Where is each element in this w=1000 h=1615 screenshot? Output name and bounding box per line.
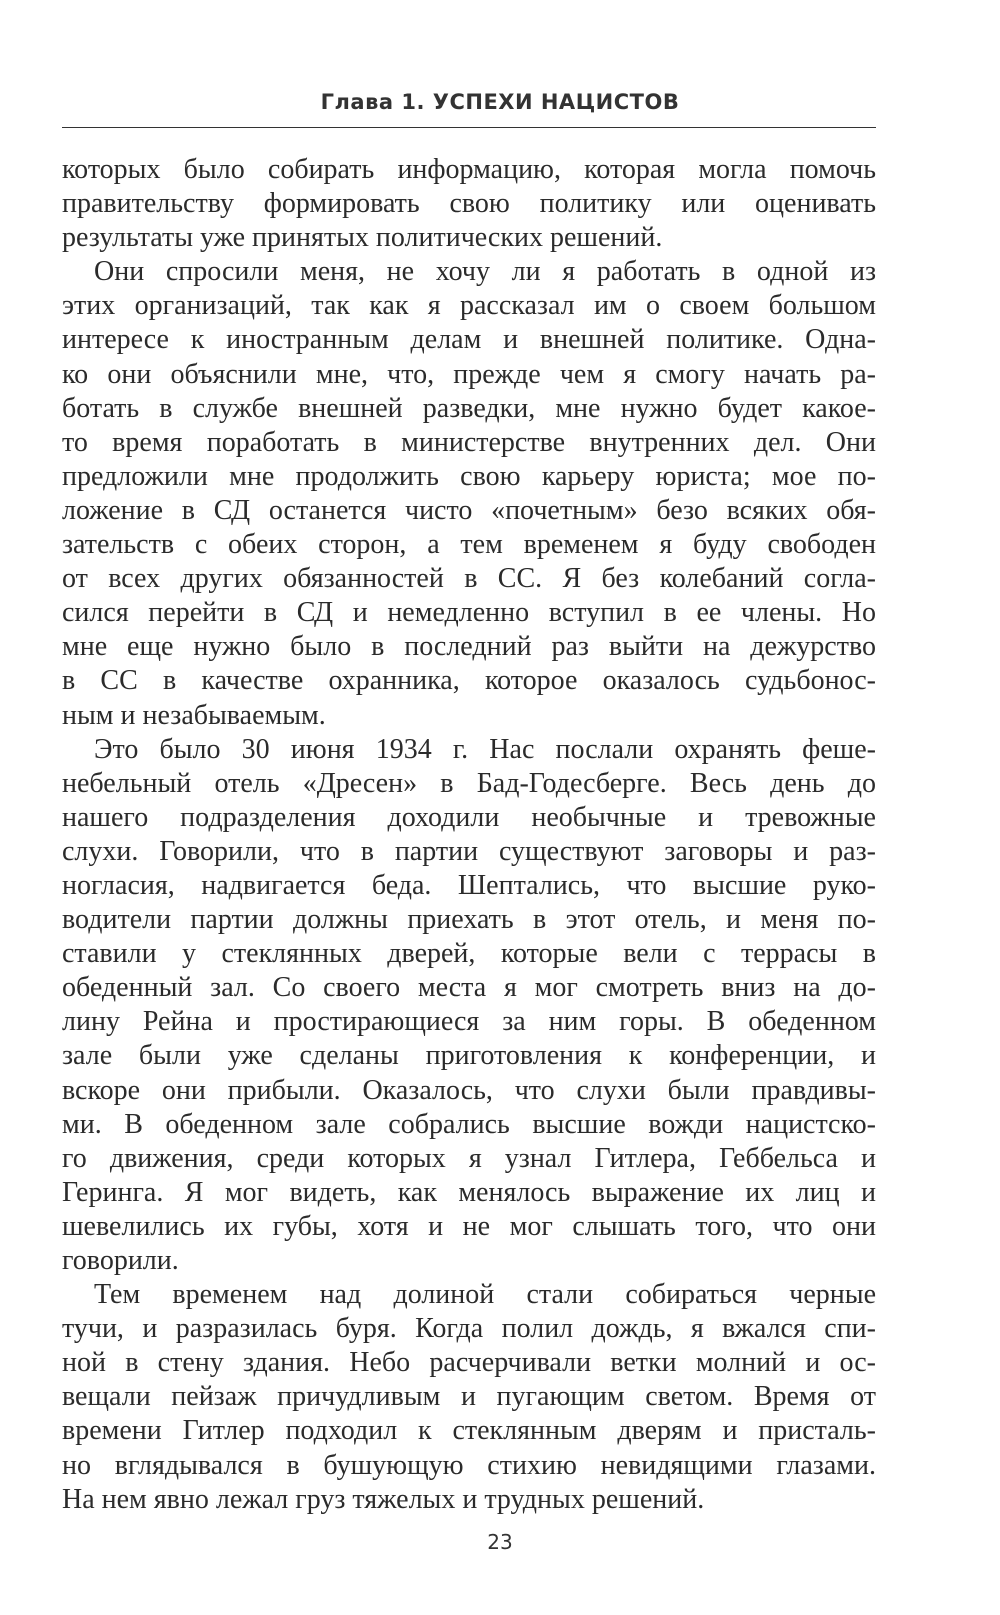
text-line: лину Рейна и простирающиеся за ним горы. В обеденном	[62, 1006, 876, 1038]
paragraph	[62, 733, 876, 1279]
text-line: ным и незабываемым.	[62, 699, 326, 731]
text-line: ко они объяснили мне, что, прежде чем я смогу начать ра-	[62, 358, 876, 390]
text-line: ботать в службе внешней разведки, мне нужно будет какое-	[62, 392, 876, 424]
text-line: зательств с обеих сторон, а тем временем я буду свободен	[62, 529, 876, 561]
text-line: этих организаций, так как я рассказал им о своем большом	[62, 290, 876, 322]
text-line: вещали пейзаж причудливым и пугающим светом. Время от	[62, 1381, 876, 1413]
text-line: зале были уже сделаны приготовления к конференции, и	[62, 1040, 876, 1072]
text-line: результаты уже принятых политических решений.	[62, 222, 663, 254]
text-line: вскоре они прибыли. Оказалось, что слухи были правдивы-	[62, 1074, 876, 1106]
text-line: тучи, и разразилась буря. Когда полил дождь, я вжался спи-	[62, 1313, 876, 1345]
text-line: ми. В обеденном зале собрались высшие вожди нацистско-	[62, 1108, 876, 1140]
text-line: ложение в СД останется чисто «почетным» безо всяких обя-	[62, 494, 876, 526]
text-line: предложили мне продолжить свою карьеру юриста; мое по-	[62, 460, 876, 492]
text-line: ной в стену здания. Небо расчерчивали ветки молний и ос-	[62, 1347, 876, 1379]
text-line: Геринга. Я мог видеть, как менялось выражение их лиц и	[62, 1176, 876, 1208]
paragraph	[62, 153, 876, 255]
text-line: небельный отель «Дресен» в Бад-Годесберге. Весь день до	[62, 767, 876, 799]
text-line: но вглядывался в бушующую стихию невидящими глазами.	[62, 1449, 876, 1481]
text-line: говорили.	[62, 1245, 179, 1276]
text-line: го движения, среди которых я узнал Гитлера, Геббельса и	[62, 1142, 876, 1174]
text-line: ногласия, надвигается беда. Шептались, что высшие руко-	[62, 869, 876, 901]
text-line: На нем явно лежал груз тяжелых и трудных решений.	[62, 1483, 705, 1515]
text-line: от всех других обязанностей в СС. Я без колебаний согла-	[62, 563, 876, 595]
running-header: Глава 1. УСПЕХИ НАЦИСТОВ	[320, 90, 680, 114]
paragraph	[62, 255, 876, 732]
text-line: шевелились их губы, хотя и не мог слышать того, что они	[62, 1210, 876, 1242]
header-rule	[62, 127, 876, 128]
text-line: времени Гитлер подходил к стеклянным дверям и присталь-	[62, 1415, 876, 1447]
text-line: слухи. Говорили, что в партии существуют заговоры и раз-	[62, 835, 876, 867]
text-line: Тем временем над долиной стали собираться черные	[94, 1279, 876, 1311]
text-line: правительству формировать свою политику или оценивать	[62, 188, 876, 220]
text-line: нашего подразделения доходили необычные и тревожные	[62, 801, 876, 833]
text-line: обеденный зал. Со своего места я мог смотреть вниз на до-	[62, 972, 876, 1004]
text-line: водители партии должны приехать в этот отель, и меня по-	[62, 904, 876, 936]
text-line: которых было собирать информацию, которая могла помочь	[62, 154, 876, 185]
text-line: в СС в качестве охранника, которое оказалось судьбонос-	[62, 665, 876, 697]
paragraph	[62, 1278, 876, 1517]
text-line: Они спросили меня, не хочу ли я работать в одной из	[94, 256, 876, 288]
body-text	[62, 153, 876, 1517]
text-line: Это было 30 июня 1934 г. Нас послали охранять феше-	[94, 733, 876, 765]
page-number: 23	[487, 1530, 513, 1554]
text-line: мне еще нужно было в последний раз выйти на дежурство	[62, 631, 876, 663]
text-line: сился перейти в СД и немедленно вступил в ее члены. Но	[62, 597, 876, 629]
text-line: интересе к иностранным делам и внешней политике. Одна-	[62, 324, 876, 356]
text-line: ставили у стеклянных дверей, которые вели с террасы в	[62, 938, 876, 970]
text-line: то время поработать в министерстве внутренних дел. Они	[62, 426, 876, 458]
